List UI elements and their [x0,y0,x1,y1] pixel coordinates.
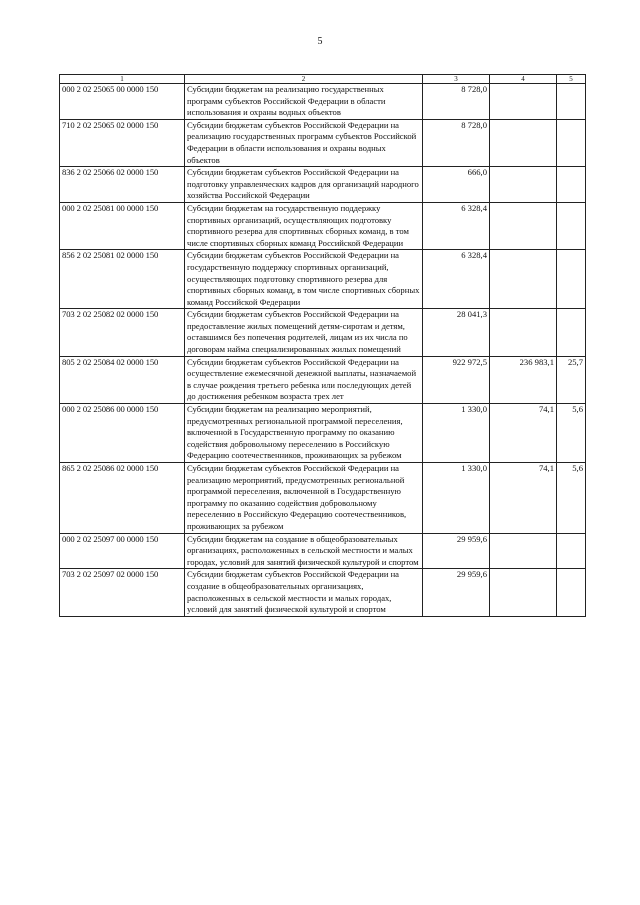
plan-value-cell: 8 728,0 [423,84,490,120]
percent-cell: 5,6 [557,404,586,463]
description-cell: Субсидии бюджетам субъектов Российской Федерации на государственную поддержку спортивных организаций, осуществляющих подготовку спортивного резерва для спортивных сборных команд, в том числе спортивных сборных команд Российской Федерации [185,250,423,309]
table-row [60,84,586,120]
percent-cell [557,250,586,309]
column-number: 1 [60,75,185,84]
budget-code-cell: 000 2 02 25081 00 0000 150 [60,202,185,249]
column-number: 3 [423,75,490,84]
budget-code-cell: 000 2 02 25086 00 0000 150 [60,404,185,463]
budget-table [59,74,586,617]
description-cell: Субсидии бюджетам субъектов Российской Федерации на предоставление жилых помещений детям-сиротам и детям, оставшимся без попечения родителей, лицам из их числа по договорам найма специализированных жилых помещений [185,309,423,356]
plan-value-cell: 29 959,6 [423,533,490,569]
percent-cell [557,533,586,569]
plan-value-cell: 922 972,5 [423,356,490,403]
table-row [60,202,586,249]
budget-code-cell: 856 2 02 25081 02 0000 150 [60,250,185,309]
plan-value-cell: 666,0 [423,167,490,203]
table-row [60,404,586,463]
actual-value-cell: 74,1 [490,404,557,463]
page-number: 5 [317,36,323,47]
actual-value-cell [490,84,557,120]
percent-cell: 25,7 [557,356,586,403]
actual-value-cell [490,533,557,569]
description-cell: Субсидии бюджетам субъектов Российской Федерации на создание в общеобразовательных организациях, расположенных в сельской местности и малых городах, условий для занятий физической культурой и спортом [185,569,423,616]
description-cell: Субсидии бюджетам субъектов Российской Федерации на реализацию мероприятий, предусмотренных региональной программой переселения, включенной в Государственную программу по оказанию содействия добровольному переселению в Российскую Федерацию соотечественников, проживающих за рубежом [185,463,423,534]
description-cell: Субсидии бюджетам на создание в общеобразовательных организациях, расположенных в сельской местности и малых городах, условий для занятий физической культурой и спортом [185,533,423,569]
percent-cell [557,119,586,166]
budget-code-cell: 703 2 02 25082 02 0000 150 [60,309,185,356]
plan-value-cell: 8 728,0 [423,119,490,166]
actual-value-cell: 74,1 [490,463,557,534]
column-number: 2 [185,75,423,84]
table-row [60,463,586,534]
percent-cell [557,84,586,120]
percent-cell: 5,6 [557,463,586,534]
actual-value-cell [490,250,557,309]
column-number: 4 [490,75,557,84]
actual-value-cell [490,202,557,249]
description-cell: Субсидии бюджетам на государственную поддержку спортивных организаций, осуществляющих подготовку спортивного резерва для спортивных сборных команд, в том числе спортивных сборных команд Российской Федерации [185,202,423,249]
budget-code-cell: 836 2 02 25066 02 0000 150 [60,167,185,203]
column-number-row [60,75,586,84]
plan-value-cell: 29 959,6 [423,569,490,616]
percent-cell [557,569,586,616]
budget-code-cell: 805 2 02 25084 02 0000 150 [60,356,185,403]
plan-value-cell: 6 328,4 [423,202,490,249]
actual-value-cell [490,167,557,203]
plan-value-cell: 1 330,0 [423,404,490,463]
description-cell: Субсидии бюджетам на реализацию государственных программ субъектов Российской Федерации в области использования и охраны водных объектов [185,84,423,120]
table-row [60,119,586,166]
budget-code-cell: 710 2 02 25065 02 0000 150 [60,119,185,166]
table-row [60,356,586,403]
plan-value-cell: 28 041,3 [423,309,490,356]
actual-value-cell [490,569,557,616]
table-row [60,569,586,616]
table-row [60,250,586,309]
description-cell: Субсидии бюджетам субъектов Российской Федерации на реализацию государственных программ субъектов Российской Федерации в области использования и охраны водных объектов [185,119,423,166]
description-cell: Субсидии бюджетам субъектов Российской Федерации на осуществление ежемесячной денежной выплаты, назначаемой в случае рождения третьего ребенка или последующих детей до достижения ребенком возраста трех лет [185,356,423,403]
table-row [60,533,586,569]
percent-cell [557,167,586,203]
plan-value-cell: 1 330,0 [423,463,490,534]
table-row [60,309,586,356]
budget-code-cell: 000 2 02 25097 00 0000 150 [60,533,185,569]
budget-code-cell: 703 2 02 25097 02 0000 150 [60,569,185,616]
percent-cell [557,202,586,249]
description-cell: Субсидии бюджетам на реализацию мероприятий, предусмотренных региональной программой переселения, включенной в Государственную программу по оказанию содействия добровольному переселению в Российскую Федерацию соотечественников, проживающих за рубежом [185,404,423,463]
plan-value-cell: 6 328,4 [423,250,490,309]
budget-code-cell: 000 2 02 25065 00 0000 150 [60,84,185,120]
table-row [60,167,586,203]
actual-value-cell [490,119,557,166]
budget-code-cell: 865 2 02 25086 02 0000 150 [60,463,185,534]
percent-cell [557,309,586,356]
actual-value-cell: 236 983,1 [490,356,557,403]
actual-value-cell [490,309,557,356]
description-cell: Субсидии бюджетам субъектов Российской Федерации на подготовку управленческих кадров для организаций народного хозяйства Российской Федерации [185,167,423,203]
column-number: 5 [557,75,586,84]
